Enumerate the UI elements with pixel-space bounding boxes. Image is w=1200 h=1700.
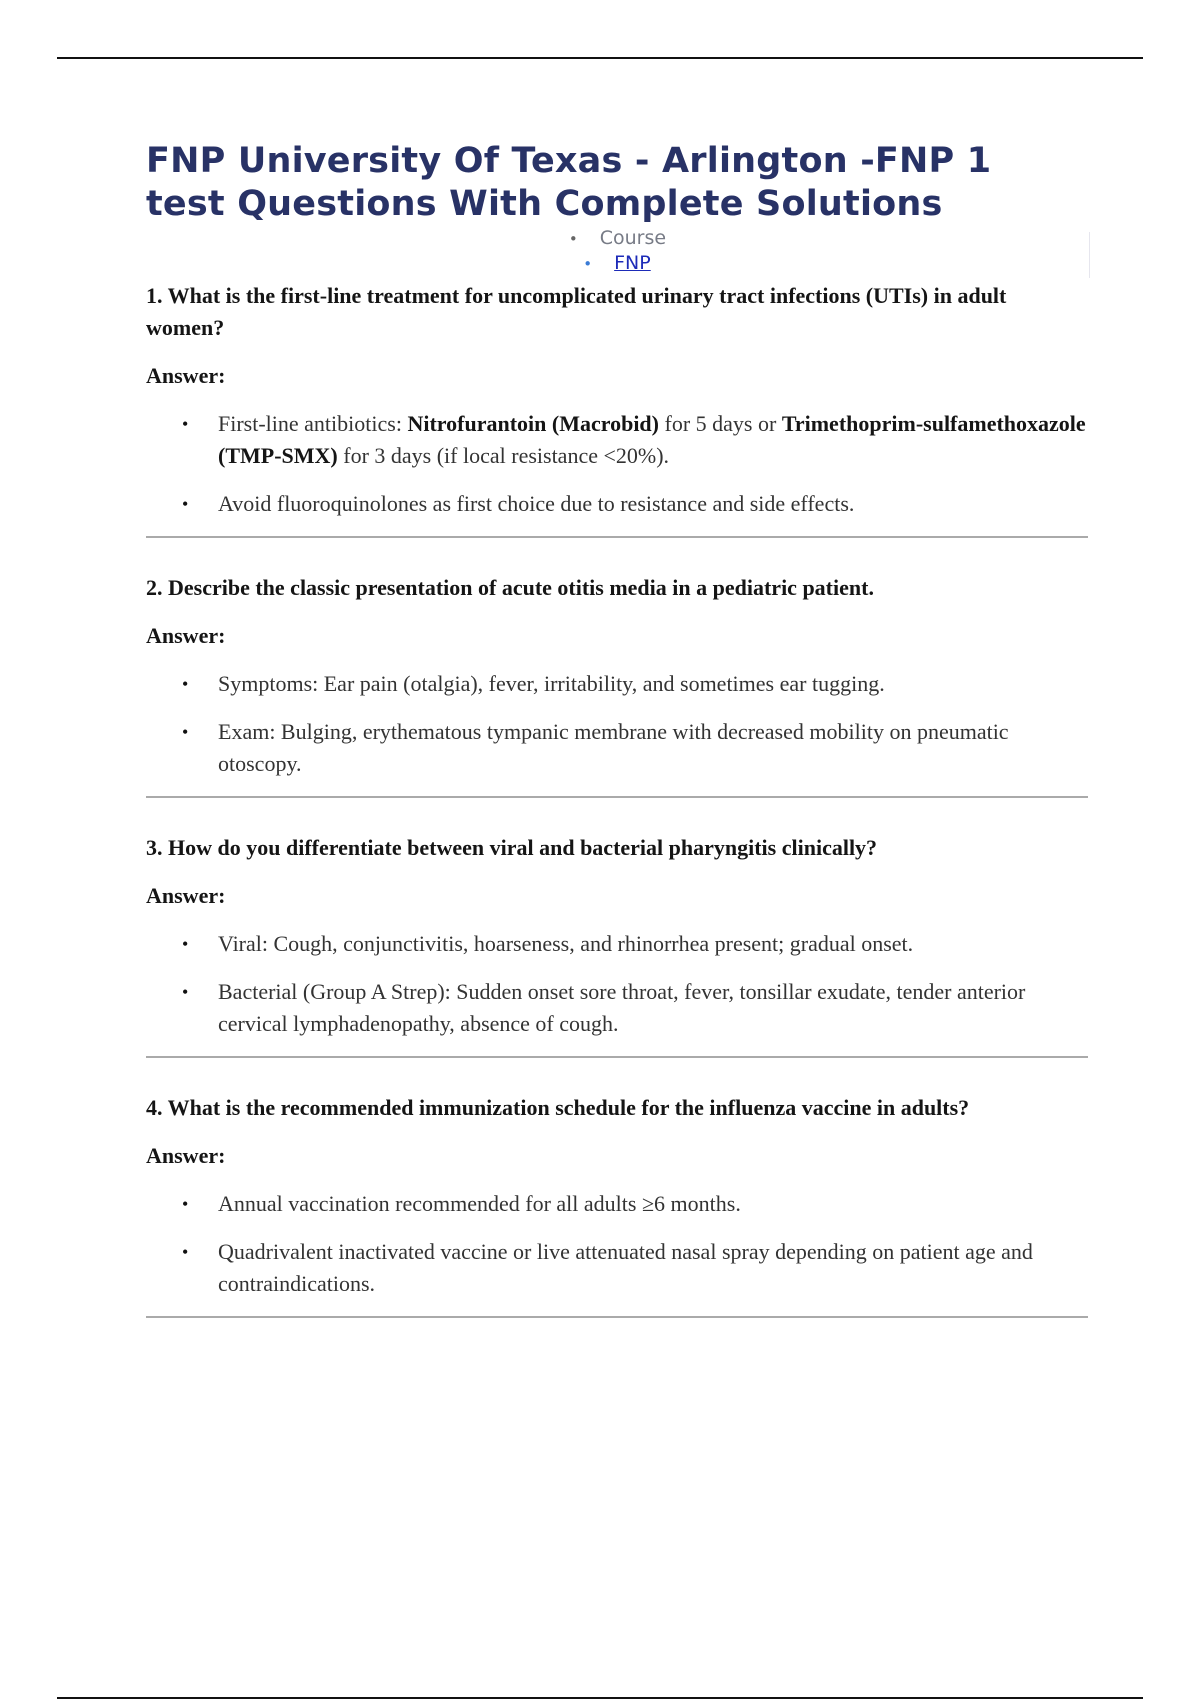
answer-text: Symptoms: Ear pain (otalgia), fever, irritability, and sometimes ear tugging. [218,671,885,696]
bullet-icon: • [182,934,189,954]
page-bottom-rule [57,1697,1143,1699]
section-divider [146,536,1088,538]
answer-text: for 5 days or [659,411,782,436]
section-divider [146,1056,1088,1058]
page-top-rule [57,57,1143,59]
tag-course [146,226,1088,251]
answer-bullet-list [146,668,1088,780]
bullet-icon: • [583,255,593,273]
document-title-line-1: FNP University Of Texas - Arlington -FNP 1 [146,141,992,181]
bullet-icon: • [568,230,578,248]
document-body [146,140,1088,1318]
bullet-icon: • [182,414,189,434]
question-text: 2. Describe the classic presentation of acute otitis media in a pediatric patient. [146,575,874,600]
answer-label: Answer: [146,623,226,648]
answer-text: Quadrivalent inactivated vaccine or live attenuated nasal spray depending on patient age and contraindications. [218,1239,1033,1296]
answer-bullet [146,716,1088,780]
answer-bullet [146,976,1088,1040]
answer-bullet [146,1188,1088,1220]
bullet-icon: • [182,674,189,694]
question-text: 4. What is the recommended immunization schedule for the influenza vaccine in adults? [146,1095,970,1120]
answer-bullet [146,408,1088,472]
question-list [146,280,1088,1318]
bullet-icon: • [182,494,189,514]
answer-bullet [146,488,1088,520]
question-text: 1. What is the first-line treatment for uncomplicated urinary tract infections (UTIs) in adult women? [146,283,1007,340]
question-block [146,832,1088,1058]
bullet-icon: • [182,1242,189,1262]
answer-bullet-list [146,408,1088,520]
document-title-line-2: test Questions With Complete Solutions [146,184,943,224]
question-block [146,1092,1088,1318]
answer-bold-text: Trimethoprim-sulfamethoxazole (TMP-SMX) [218,411,1086,468]
question-block [146,572,1088,798]
answer-text: Bacterial (Group A Strep): Sudden onset sore throat, fever, tonsillar exudate, tender anterior cervical lymphadenopathy, absence of cough. [218,979,1026,1036]
answer-text: Annual vaccination recommended for all adults ≥6 months. [218,1191,741,1216]
answer-label: Answer: [146,1143,226,1168]
answer-bullet [146,668,1088,700]
bullet-icon: • [182,722,189,742]
section-divider [146,796,1088,798]
tag-fnp-link[interactable]: FNP [614,252,651,274]
answer-bullet-list [146,928,1088,1040]
answer-label: Answer: [146,363,226,388]
answer-bullet [146,928,1088,960]
answer-text: for 3 days (if local resistance <20%). [337,443,670,468]
answer-text: Avoid fluoroquinolones as first choice due to resistance and side effects. [218,491,855,516]
tag-course-label: Course [599,227,667,249]
question-block [146,280,1088,538]
answer-bold-text: Nitrofurantoin (Macrobid) [407,411,659,436]
tag-list [146,226,1088,276]
answer-text: Exam: Bulging, erythematous tympanic membrane with decreased mobility on pneumatic otoscopy. [218,719,1009,776]
tag-fnp [146,251,1088,276]
answer-label: Answer: [146,883,226,908]
answer-text: Viral: Cough, conjunctivitis, hoarseness, and rhinorrhea present; gradual onset. [218,931,914,956]
section-divider [146,1316,1088,1318]
answer-bullet [146,1236,1088,1300]
bullet-icon: • [182,982,189,1002]
document-title [146,140,1088,226]
question-text: 3. How do you differentiate between viral and bacterial pharyngitis clinically? [146,835,878,860]
answer-text: First-line antibiotics: [218,411,408,436]
bullet-icon: • [182,1194,189,1214]
answer-bullet-list [146,1188,1088,1300]
